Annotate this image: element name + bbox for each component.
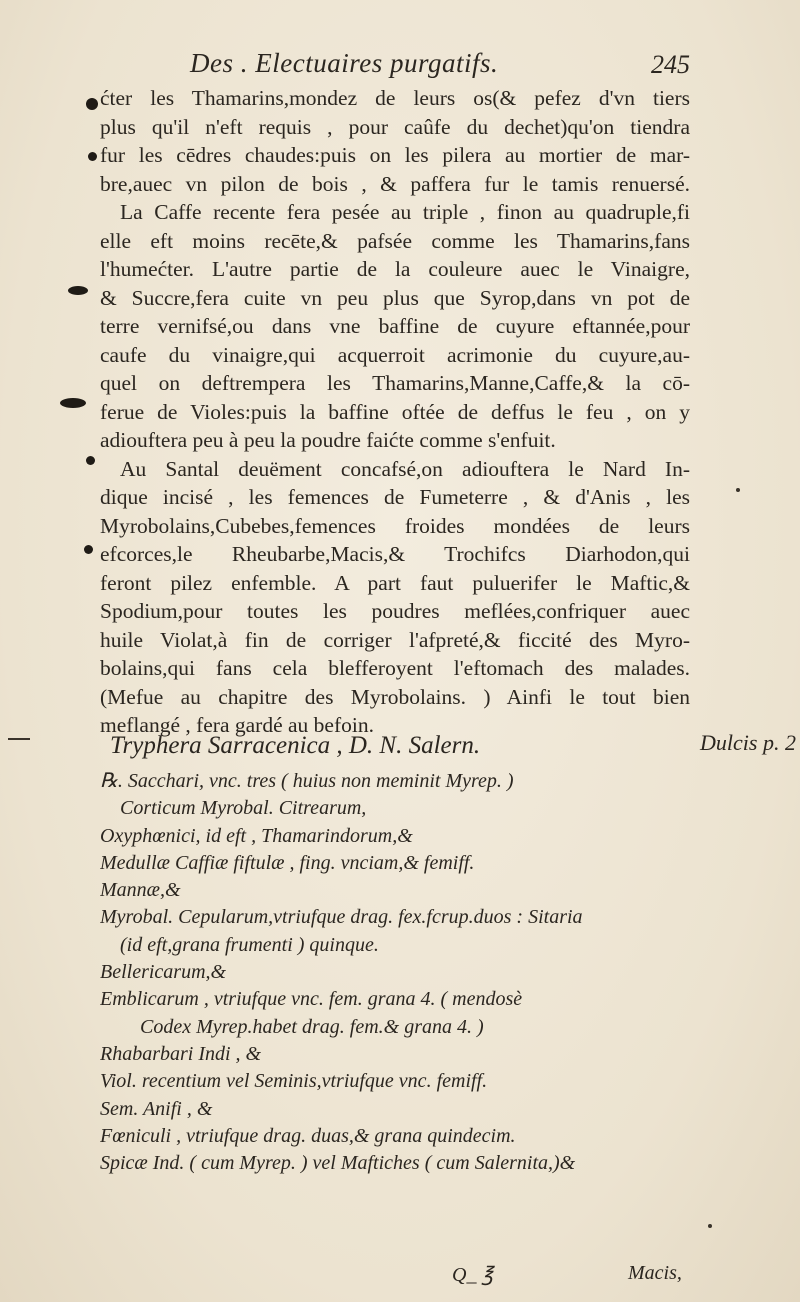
running-head: Des . Electuaires purgatifs.: [190, 48, 499, 78]
ink-speck: [708, 1224, 712, 1228]
recipe-line: Fœniculi , vtriufque drag. duas,& grana quindecim.: [100, 1124, 516, 1147]
text-line: dique incisé , les femences de Fumeterre , & d'Anis , les: [100, 485, 690, 509]
text-line: caufe du vinaigre,qui acquerroit acrimonie du cuyure,au-: [100, 342, 690, 367]
text-line: (Mefue au chapitre des Myrobolains. ) Ainfi le tout bien: [100, 684, 690, 709]
recipe-line: (id eft,grana frumenti ) quinque.: [120, 933, 379, 956]
text-line: quel on deftrempera les Thamarins,Manne,Caffe,& la cō-: [100, 371, 690, 395]
signature-mark: Q_ ℥: [452, 1264, 493, 1286]
text-line: plus qu'il n'eft requis , pour caûfe du dechet)qu'on tiendra: [100, 114, 690, 139]
recipe-title: Tryphera Sarracenica , D. N. Salern.: [110, 732, 481, 759]
text-line: huile Violat,à fin de corriger l'afpreté,& ficcité des Myro-: [100, 627, 690, 652]
recipe-line: Myrobal. Cepularum,vtriufque drag. fex.fcrup.duos : Sitaria: [100, 906, 583, 929]
text-line: ferue de Violes:puis la baffine oftée de deffus le feu , on y: [100, 399, 690, 424]
text-line: feront pilez enfemble. A part faut puluerifer le Maftic,&: [100, 570, 690, 595]
text-line: bolains,qui fans cela blefferoyent l'eftomach des malades.: [100, 656, 690, 680]
recipe-line: Emblicarum , vtriufque vnc. fem. grana 4. ( mendosè: [100, 988, 523, 1011]
recipe-line: Viol. recentium vel Seminis,vtriufque vnc. femiff.: [100, 1070, 488, 1093]
ink-blot: [60, 398, 86, 408]
ink-blot: [68, 286, 88, 295]
text-line: Au Santal deuëment concafsé,on adiouftera le Nard In-: [120, 456, 690, 481]
recipe-line: ℞. Sacchari, vnc. tres ( huius non meminit Myrep. ): [100, 770, 514, 792]
recipe-line: Oxyphœnici, id eft , Thamarindorum,&: [100, 824, 413, 847]
catchword: Macis,: [628, 1262, 682, 1284]
text-line: terre vernifsé,ou dans vne baffine de cuyure eftannée,pour: [100, 314, 690, 338]
recipe-line: Bellericarum,&: [100, 961, 227, 984]
ink-blot: [86, 98, 98, 110]
recipe-line: Medullæ Caffiæ fiftulæ , fing. vnciam,& femiff.: [100, 851, 475, 874]
text-line: elle eft moins recēte,& pafsée comme les Thamarins,fans: [100, 228, 690, 253]
page-number: 245: [651, 50, 690, 79]
recipe-line: Codex Myrep.habet drag. fem.& grana 4. ): [140, 1015, 484, 1038]
text-line: fur les cēdres chaudes:puis on les pilera au mortier de mar-: [100, 143, 690, 167]
handwritten-margin-note: Dulcis p. 2: [700, 730, 796, 755]
body-paragraphs: [100, 84, 690, 740]
text-line: efcorces,le Rheubarbe,Macis,& Trochifcs Diarhodon,qui: [100, 542, 690, 566]
text-line: Spodium,pour toutes les poudres meflées,confriquer auec: [100, 599, 690, 623]
recipe-line: Spicæ Ind. ( cum Myrep. ) vel Maftiches ( cum Salernita,)&: [100, 1152, 576, 1175]
text-line: La Caffe recente fera pesée au triple , finon au quadruple,fi: [120, 200, 690, 224]
recipe-ingredients: [100, 768, 700, 1177]
text-line: ćter les Thamarins,mondez de leurs os(& pefez d'vn tiers: [100, 86, 690, 110]
text-line: bre,auec vn pilon de bois , & paffera fur le tamis renuersé.: [100, 171, 690, 196]
recipe-line: Corticum Myrobal. Citrearum,: [120, 797, 367, 820]
text-line: meflangé , fera gardé au befoin.: [100, 713, 374, 737]
text-line: Myrobolains,Cubebes,femences froides mondées de leurs: [100, 513, 690, 538]
text-line: adiouftera peu à peu la poudre faićte comme s'enfuit.: [100, 428, 556, 452]
text-line: l'humećter. L'autre partie de la couleure auec le Vinaigre,: [100, 257, 690, 281]
ink-blot: [86, 456, 95, 465]
ink-blot: [88, 152, 97, 161]
recipe-line: Mannæ,&: [100, 879, 181, 902]
margin-dash: [8, 738, 30, 740]
recipe-line: Rhabarbari Indi , &: [100, 1042, 262, 1065]
ink-speck: [736, 488, 740, 492]
text-line: & Succre,fera cuite vn peu plus que Syrop,dans vn pot de: [100, 285, 690, 310]
page-header: [110, 48, 690, 84]
recipe-line: Sem. Anifi , &: [100, 1097, 213, 1120]
